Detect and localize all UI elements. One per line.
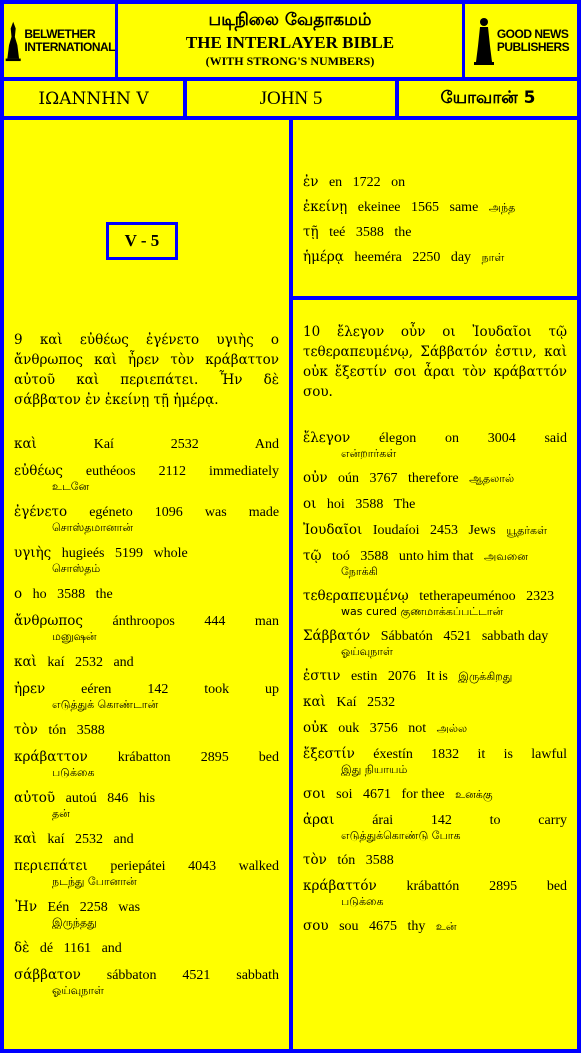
- english-gloss: whole: [153, 546, 188, 561]
- transliteration: autoú: [65, 791, 97, 806]
- strongs-number: 2076: [387, 669, 416, 684]
- transliteration: Kaí: [336, 695, 357, 710]
- greek-word: Ἦν: [14, 899, 38, 915]
- greek-word: εὐθέως: [14, 463, 63, 479]
- transliteration: tetherapeuménoo: [419, 589, 516, 604]
- greek-word: ἔξεστίν: [303, 746, 355, 762]
- english-gloss: was made: [204, 505, 279, 520]
- strongs-number: 2895: [489, 879, 518, 894]
- strongs-number: 4521: [443, 629, 472, 644]
- transliteration: ánthroopos: [112, 614, 175, 629]
- word-entry: [14, 858, 279, 889]
- header-title-box: [118, 4, 462, 77]
- english-gloss: not: [408, 721, 427, 736]
- english-gloss: on: [391, 175, 406, 190]
- transliteration: krábatton: [117, 750, 171, 765]
- greek-word: τὸν: [303, 852, 327, 868]
- word-entry: [14, 940, 279, 957]
- greek-word: ἔλεγον: [303, 430, 351, 446]
- english-gloss: sabbath: [236, 968, 279, 983]
- strongs-number: 2112: [158, 464, 187, 479]
- transliteration: árai: [372, 813, 394, 828]
- right-bottom-word-list: [303, 430, 567, 944]
- ram-icon: [4, 16, 22, 66]
- transliteration: ouk: [338, 721, 360, 736]
- tamil-gloss: என்றார்கள்: [341, 447, 397, 460]
- tamil-gloss: சொஸ்தமானான்: [52, 521, 134, 534]
- greek-word: τῷ: [303, 548, 322, 564]
- english-gloss: The: [393, 497, 416, 512]
- strongs-number: 2532: [74, 832, 103, 847]
- strongs-number: 4675: [369, 919, 398, 934]
- word-entry: [303, 746, 567, 777]
- word-entry: [303, 522, 567, 539]
- tamil-gloss: தன்: [52, 807, 70, 820]
- word-entry: [14, 967, 279, 998]
- greek-word: Ἰουδαῖοι: [303, 522, 363, 538]
- greek-word: κράβαττον: [14, 749, 88, 765]
- greek-word: τεθεραπευμένῳ: [303, 588, 409, 604]
- word-entry: [14, 504, 279, 535]
- left-column: [4, 120, 289, 1049]
- strongs-number: 4671: [362, 787, 391, 802]
- english-gloss: day: [450, 250, 472, 265]
- english-gloss: same: [449, 200, 479, 215]
- title-sub: (WITH STRONG'S NUMBERS): [205, 54, 375, 68]
- strongs-number: 3588: [355, 497, 384, 512]
- transliteration: hoi: [326, 497, 345, 512]
- word-entry: [303, 628, 567, 659]
- english-gloss: said: [544, 431, 567, 446]
- english-gloss: man: [254, 614, 279, 629]
- word-entry: [14, 749, 279, 780]
- english-gloss: and: [113, 832, 134, 847]
- english-gloss: therefore: [408, 471, 459, 486]
- right-top-word-list: [303, 174, 567, 274]
- verse-10-text: 10 ἔλεγον οὖν οι Ἰουδαῖοι τῷ τεθεραπευμένῳ, Σάββατόν ἐστιν, καὶ οὐκ ἔξεστίν σοι ἆραι τὸν κράβαττόν σου.: [303, 324, 567, 400]
- tamil-gloss: மனுஷன்: [52, 630, 97, 643]
- english-gloss: the: [394, 225, 412, 240]
- title-main: THE INTERLAYER BIBLE: [185, 33, 395, 52]
- english-gloss: unto him that: [398, 549, 474, 564]
- word-entry: [14, 545, 279, 576]
- strongs-number: 2895: [200, 750, 229, 765]
- greek-word: δὲ: [14, 940, 30, 956]
- transliteration: teé: [329, 225, 346, 240]
- tamil-gloss: யூதர்கள்: [506, 524, 547, 537]
- tamil-gloss: உனக்கு: [455, 788, 493, 801]
- transliteration: oún: [338, 471, 360, 486]
- word-entry: [303, 694, 567, 711]
- strongs-number: on 3004: [445, 431, 516, 446]
- tamil-gloss: ஓய்வுநாள்: [52, 984, 104, 997]
- greek-word: ἐκείνῃ: [303, 199, 348, 215]
- tamil-gloss: படுக்கை: [52, 766, 95, 779]
- transliteration: Sábbatón: [380, 629, 433, 644]
- word-entry: [303, 496, 567, 513]
- logo-left: [4, 4, 115, 77]
- tamil-gloss: உன்: [435, 920, 457, 933]
- word-entry: [14, 899, 279, 930]
- english-gloss: sabbath day: [481, 629, 549, 644]
- greek-word: ἦρεν: [14, 681, 46, 697]
- logo-right-line2: PUBLISHERS: [496, 39, 570, 54]
- tamil-gloss: இருக்கிறது: [458, 670, 513, 683]
- greek-word: κράβαττόν: [303, 878, 377, 894]
- transliteration: ekeinee: [357, 200, 401, 215]
- strongs-number: 3588: [57, 587, 86, 602]
- word-entry: [303, 224, 567, 241]
- greek-word: υγιὴς: [14, 545, 52, 561]
- greek-word: ἐγένετο: [14, 504, 68, 520]
- strongs-number: 1565: [411, 200, 440, 215]
- tamil-gloss: சொஸ்தம்: [52, 562, 101, 575]
- tamil-gloss: நாள்: [481, 251, 505, 264]
- strongs-number: 1832: [431, 747, 460, 762]
- greek-word: καὶ: [14, 654, 37, 670]
- word-entry: [303, 470, 567, 487]
- transliteration: tón: [48, 723, 67, 738]
- strongs-number: 2323: [526, 589, 555, 604]
- word-entry: [303, 668, 567, 685]
- greek-word: τῇ: [303, 224, 319, 240]
- tamil-gloss: ஓய்வுநாள்: [341, 645, 393, 658]
- strongs-number: 142: [147, 682, 169, 697]
- greek-word: σάββατον: [14, 967, 81, 983]
- strongs-number: 1722: [352, 175, 381, 190]
- english-gloss: to carry: [489, 813, 567, 828]
- strongs-number: 3756: [369, 721, 398, 736]
- strongs-number: 2532: [170, 437, 199, 452]
- word-entry: [14, 790, 279, 821]
- greek-word: οὐκ: [303, 720, 328, 736]
- strongs-number: 846: [107, 791, 129, 806]
- english-gloss: his: [138, 791, 156, 806]
- english-gloss: the: [95, 587, 113, 602]
- greek-word: ἆραι: [303, 812, 335, 828]
- transliteration: sábbaton: [106, 968, 157, 983]
- english-gloss: and: [113, 655, 134, 670]
- transliteration: tón: [337, 853, 356, 868]
- tamil-gloss: உடனே: [52, 480, 90, 493]
- transliteration: dé: [39, 941, 54, 956]
- logo-left-line2: INTERNATIONAL: [24, 39, 115, 54]
- english-gloss: walked: [238, 859, 279, 874]
- word-entry: [303, 588, 567, 619]
- reference-greek: ΙΩΑΝΝΗΝ V: [4, 81, 183, 116]
- strongs-number: 3588: [76, 723, 105, 738]
- tamil-gloss: அந்த: [488, 201, 516, 214]
- english-gloss: took up: [204, 682, 279, 697]
- logo-right: [465, 4, 577, 77]
- english-gloss: It is: [426, 669, 448, 684]
- transliteration: soi: [336, 787, 353, 802]
- word-entry: [14, 831, 279, 848]
- transliteration: ho: [32, 587, 47, 602]
- transliteration: krábattón: [406, 879, 460, 894]
- english-gloss: And: [254, 437, 279, 452]
- transliteration: egéneto: [89, 505, 133, 520]
- english-gloss: bed: [258, 750, 279, 765]
- transliteration: Eén: [47, 900, 70, 915]
- word-entry: [303, 174, 567, 191]
- transliteration: eéren: [81, 682, 112, 697]
- transliteration: élegon: [378, 431, 417, 446]
- greek-word: καὶ: [303, 694, 326, 710]
- english-gloss: it is lawful: [477, 747, 567, 762]
- word-entry: [303, 918, 567, 935]
- word-entry: [303, 878, 567, 909]
- english-gloss: immediately: [209, 464, 279, 479]
- greek-word: περιεπάτει: [14, 858, 88, 874]
- transliteration: en: [328, 175, 343, 190]
- figure-icon: [473, 16, 495, 66]
- transliteration: periepátei: [110, 859, 166, 874]
- strongs-number: 2250: [412, 250, 441, 265]
- english-gloss: bed: [546, 879, 567, 894]
- greek-word: ο: [14, 586, 23, 602]
- transliteration: Ioudaíoi: [372, 523, 420, 538]
- english-gloss: thy: [407, 919, 426, 934]
- greek-word: ἐν: [303, 174, 319, 190]
- transliteration: kaí: [47, 655, 65, 670]
- tamil-gloss: எடுத்துக்கொண்டு போக: [341, 829, 461, 842]
- english-gloss: Jews: [468, 523, 496, 538]
- strongs-number: 2532: [367, 695, 396, 710]
- greek-word: τὸν: [14, 722, 38, 738]
- transliteration: sou: [339, 919, 359, 934]
- verse-badge: V - 5: [106, 222, 178, 260]
- strongs-number: 4521: [182, 968, 211, 983]
- word-entry: [303, 720, 567, 737]
- tamil-gloss: நடந்து போனான்: [52, 875, 137, 888]
- greek-word: ἄνθρωπος: [14, 613, 83, 629]
- word-entry: [14, 586, 279, 603]
- strongs-number: 142: [430, 813, 452, 828]
- strongs-number: 1096: [154, 505, 183, 520]
- reference-tamil: யோவான் 5: [399, 81, 577, 116]
- logo-right-line1: GOOD NEWS: [496, 26, 569, 41]
- transliteration: estin: [350, 669, 378, 684]
- transliteration: heeméra: [354, 250, 402, 265]
- strongs-number: 3767: [369, 471, 398, 486]
- word-entry: [303, 812, 567, 843]
- greek-word: σοι: [303, 786, 326, 802]
- verse-9-text: 9 καὶ εὐθέως ἐγένετο υγιὴς ο ἄνθρωπος καὶ ἦρεν τὸν κράβαττον αὐτοῦ καὶ περιεπάτει. Ἦν δὲ σάββατον ἐν ἐκείνῃ τῇ ἡμέρᾳ.: [14, 332, 279, 408]
- word-entry: [303, 430, 567, 461]
- left-word-list: [14, 436, 279, 1008]
- word-entry: [303, 548, 567, 579]
- transliteration: euthéoos: [85, 464, 136, 479]
- tamil-gloss: was cured குணமாக்கப்பட்டான்: [341, 605, 504, 618]
- word-entry: [303, 249, 567, 266]
- word-entry: [14, 654, 279, 671]
- transliteration: Kaí: [93, 437, 114, 452]
- transliteration: kaí: [47, 832, 65, 847]
- tamil-gloss: நோக்கி: [341, 565, 378, 578]
- strongs-number: 444: [204, 614, 226, 629]
- strongs-number: 2258: [79, 900, 108, 915]
- strongs-number: 2532: [74, 655, 103, 670]
- tamil-gloss: இது நியாயம்: [341, 763, 408, 776]
- right-bottom-panel: [293, 300, 577, 1049]
- transliteration: éxestín: [373, 747, 413, 762]
- strongs-number: 3588: [360, 549, 389, 564]
- strongs-number: 4043: [188, 859, 217, 874]
- tamil-gloss: ஆதலால்: [469, 472, 515, 485]
- greek-word: Σάββατόν: [303, 628, 371, 644]
- greek-word: ἐστιν: [303, 668, 341, 684]
- word-entry: [303, 199, 567, 216]
- greek-word: οὖν: [303, 470, 328, 486]
- english-gloss: for thee: [401, 787, 445, 802]
- greek-word: καὶ: [14, 436, 37, 452]
- strongs-number: 3588: [355, 225, 384, 240]
- word-entry: [14, 613, 279, 644]
- tamil-gloss: இருந்தது: [52, 916, 97, 929]
- greek-word: οι: [303, 496, 317, 512]
- title-tamil: படிநிலை வேதாகமம்: [208, 10, 372, 30]
- tamil-gloss: அவனை: [484, 550, 528, 563]
- word-entry: [303, 786, 567, 803]
- word-entry: [14, 463, 279, 494]
- transliteration: toó: [331, 549, 350, 564]
- word-entry: [14, 722, 279, 739]
- tamil-gloss: படுக்கை: [341, 895, 384, 908]
- tamil-gloss: அல்ல: [436, 722, 468, 735]
- word-entry: [14, 681, 279, 712]
- strongs-number: 2453: [429, 523, 458, 538]
- tamil-gloss: எடுத்துக் கொண்டான்: [52, 698, 159, 711]
- strongs-number: 3588: [365, 853, 394, 868]
- greek-word: αὐτοῦ: [14, 790, 56, 806]
- transliteration: hugieés: [61, 546, 105, 561]
- word-entry: [303, 852, 567, 869]
- word-entry: [14, 436, 279, 453]
- english-gloss: was: [118, 900, 141, 915]
- greek-word: καὶ: [14, 831, 37, 847]
- strongs-number: 5199: [114, 546, 143, 561]
- greek-word: σου: [303, 918, 329, 934]
- greek-word: ἡμέρᾳ: [303, 249, 344, 265]
- right-top-panel: [293, 120, 577, 296]
- reference-english: JOHN 5: [187, 81, 395, 116]
- english-gloss: and: [101, 941, 122, 956]
- strongs-number: 1161: [63, 941, 92, 956]
- logo-left-line1: BELWETHER: [24, 26, 96, 41]
